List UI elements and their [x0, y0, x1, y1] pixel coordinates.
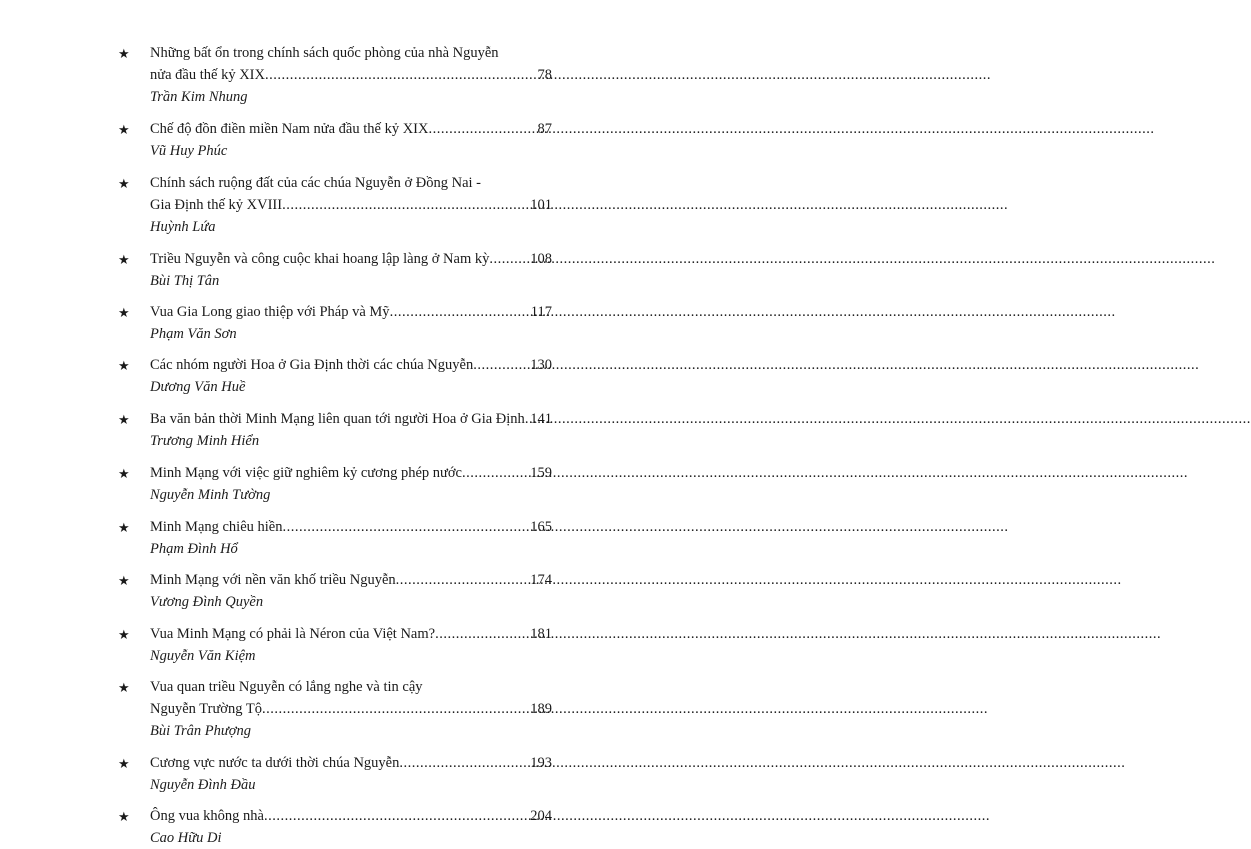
toc-entry-title-line — [150, 301, 552, 323]
dot-leader — [262, 698, 530, 720]
dot-leader — [435, 623, 530, 645]
star-bullet-icon: ★ — [118, 252, 130, 267]
star-bullet-icon: ★ — [118, 305, 130, 320]
toc-page-number: 108 — [530, 251, 552, 267]
star-bullet-icon: ★ — [118, 176, 130, 191]
dot-leader — [283, 516, 531, 538]
toc-entry-author: Cao Hữu Di — [150, 830, 222, 846]
star-bullet-icon: ★ — [118, 573, 130, 588]
toc-entry — [118, 42, 552, 108]
toc-entry-author: Trương Minh Hiển — [150, 433, 260, 449]
toc-entry-author: Vương Đình Quyền — [150, 594, 264, 610]
toc-entry-title: Nguyễn Trường Tộ — [150, 701, 262, 717]
toc-entry — [118, 805, 552, 849]
toc-entry — [118, 354, 552, 398]
toc-entry — [118, 623, 552, 667]
toc-entry-title: Minh Mạng với việc giữ nghiêm kỷ cương phép nước — [150, 465, 462, 481]
dot-leader — [265, 64, 538, 86]
dot-leader — [282, 194, 530, 216]
toc-entry-title-line — [150, 698, 552, 720]
toc-page-number: 141 — [530, 411, 552, 427]
table-of-contents — [118, 33, 552, 849]
toc-entry-author: Bùi Trân Phượng — [150, 723, 252, 739]
star-bullet-icon: ★ — [118, 520, 130, 535]
toc-entry-title-line — [150, 408, 552, 430]
toc-entry-author: Nguyễn Minh Tường — [150, 487, 271, 503]
star-bullet-icon: ★ — [118, 46, 130, 61]
toc-entry-title-line — [150, 118, 552, 140]
toc-entry-title: Vua quan triều Nguyễn có lắng nghe và tin cậy — [150, 679, 423, 695]
toc-page-number: 117 — [530, 304, 552, 320]
toc-entry-author: Phạm Đình Hổ — [150, 541, 238, 557]
toc-entry-author: Vũ Huy Phúc — [150, 143, 228, 159]
toc-entry-title-line — [150, 516, 552, 538]
toc-entry — [118, 752, 552, 796]
dot-leader — [489, 248, 530, 270]
toc-page-number: 87 — [537, 121, 552, 137]
toc-entry-author: Huỳnh Lứa — [150, 219, 216, 235]
toc-entry — [118, 516, 552, 560]
toc-entry-title: Các nhóm người Hoa ở Gia Định thời các chúa Nguyễn — [150, 357, 474, 373]
toc-page-number: 159 — [530, 465, 552, 481]
toc-page-number: 165 — [530, 519, 552, 535]
toc-entry-title-line — [150, 623, 552, 645]
dot-leader — [399, 752, 530, 774]
toc-page-number: 78 — [537, 67, 552, 83]
toc-entry-title: Chế độ đồn điền miền Nam nửa đầu thế kỷ XIX — [150, 121, 429, 137]
toc-page-number: 181 — [530, 626, 552, 642]
toc-entry-title-line — [150, 64, 552, 86]
star-bullet-icon: ★ — [118, 627, 130, 642]
toc-page-number: 193 — [530, 755, 552, 771]
star-bullet-icon: ★ — [118, 358, 130, 373]
toc-entry-author: Nguyễn Đình Đầu — [150, 777, 256, 793]
toc-entry — [118, 408, 552, 452]
star-bullet-icon: ★ — [118, 412, 130, 427]
toc-entry-author: Bùi Thị Tân — [150, 273, 220, 289]
toc-entry — [118, 676, 552, 742]
toc-page-number: 189 — [530, 701, 552, 717]
toc-entry-title-line — [150, 805, 552, 827]
toc-entry-title: Gia Định thế kỷ XVIII — [150, 197, 283, 213]
toc-page-number: 101 — [530, 197, 552, 213]
toc-entry-title-line — [150, 354, 552, 376]
toc-entry-title: Vua Gia Long giao thiệp với Pháp và Mỹ — [150, 304, 390, 320]
dot-leader — [462, 462, 530, 484]
toc-entry-title: nửa đầu thế kỷ XIX — [150, 67, 265, 83]
star-bullet-icon: ★ — [118, 122, 130, 137]
toc-entry-title: Triều Nguyễn và công cuộc khai hoang lập làng ở Nam kỳ — [150, 251, 490, 267]
toc-entry-title: Ông vua không nhà — [150, 808, 264, 824]
toc-entry-title: Minh Mạng với nền văn khố triều Nguyễn — [150, 572, 396, 588]
toc-entry — [118, 301, 552, 345]
toc-entry-title-line — [150, 172, 552, 194]
toc-entry-author: Phạm Văn Sơn — [150, 326, 237, 342]
toc-entry-title: Cương vực nước ta dưới thời chúa Nguyễn — [150, 755, 400, 771]
star-bullet-icon: ★ — [118, 680, 130, 695]
toc-entry-title-line — [150, 462, 552, 484]
star-bullet-icon: ★ — [118, 756, 130, 771]
star-bullet-icon: ★ — [118, 809, 130, 824]
toc-entry — [118, 569, 552, 613]
dot-leader — [428, 118, 537, 140]
toc-entry-title: Ba văn bản thời Minh Mạng liên quan tới người Hoa ở Gia Định — [150, 411, 525, 427]
toc-entry — [118, 248, 552, 292]
dot-leader — [264, 805, 530, 827]
toc-entry-title: Vua Minh Mạng có phải là Néron của Việt Nam? — [150, 626, 436, 642]
toc-entry — [118, 462, 552, 506]
toc-entry-title: Chính sách ruộng đất của các chúa Nguyễn ở Đồng Nai - — [150, 175, 481, 191]
toc-entry-title-line — [150, 42, 552, 64]
dot-leader — [473, 354, 530, 376]
toc-entry-title-line — [150, 569, 552, 591]
dot-leader — [396, 569, 531, 591]
star-bullet-icon: ★ — [118, 466, 130, 481]
toc-entry-author: Trần Kim Nhung — [150, 89, 248, 105]
toc-page-number: 204 — [530, 808, 552, 824]
toc-entry — [118, 118, 552, 162]
toc-entry-title-line — [150, 248, 552, 270]
toc-entry-author: Dương Văn Huề — [150, 379, 246, 395]
toc-entry-title: Minh Mạng chiêu hiền — [150, 519, 283, 535]
toc-entry — [118, 172, 552, 238]
toc-entry-title-line — [150, 752, 552, 774]
toc-entry-title-line — [150, 676, 552, 698]
toc-page-number: 174 — [530, 572, 552, 588]
toc-entry-title: Những bất ổn trong chính sách quốc phòng của nhà Nguyễn — [150, 45, 499, 61]
toc-page-number: 130 — [530, 357, 552, 373]
dot-leader — [390, 301, 531, 323]
toc-entry-author: Nguyễn Văn Kiệm — [150, 648, 256, 664]
toc-entry-title-line — [150, 194, 552, 216]
